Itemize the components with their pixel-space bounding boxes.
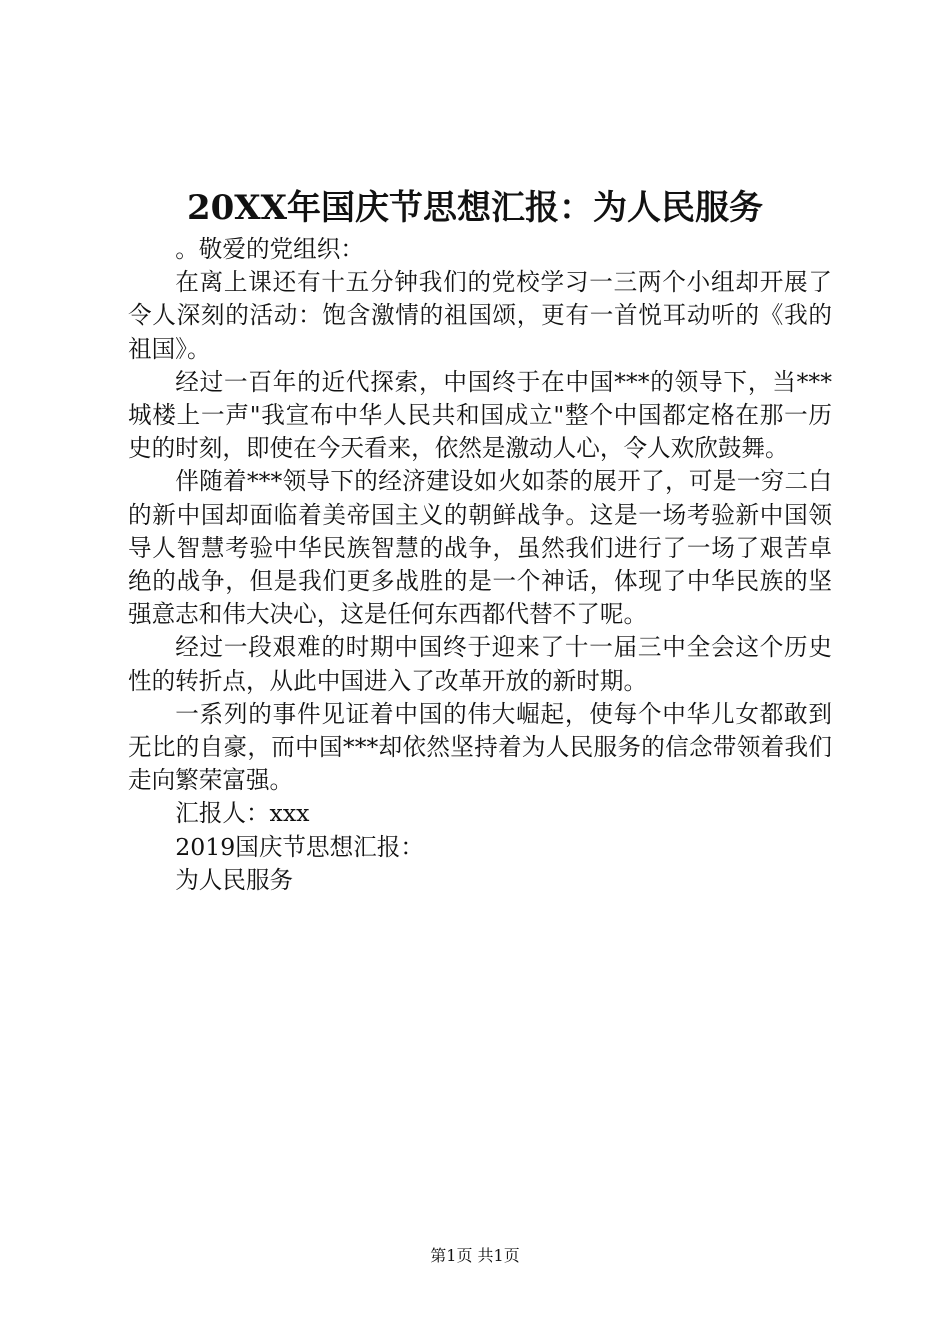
paragraph: 伴随着***领导下的经济建设如火如荼的展开了，可是一穷二白的新中国却面临着美帝国主义的朝鲜战争。这是一场考验新中国领导人智慧考验中华民族智慧的战争，虽然我们进行了一场了艰苦卓绝的战争，但是我们更多战胜的是一个神话，体现了中华民族的坚强意志和伟大决心，这是任何东西都代替不了呢。 bbox=[128, 467, 832, 629]
page-footer: 第1页 共1页 bbox=[430, 1246, 520, 1265]
closing-line: 2019国庆节思想汇报： bbox=[175, 832, 424, 861]
paragraph: 经过一段艰难的时期中国终于迎来了十一届三中全会这个历史性的转折点，从此中国进入了改革开放的新时期。 bbox=[128, 633, 832, 695]
paragraph: 一系列的事件见证着中国的伟大崛起，使每个中华儿女都敢到无比的自豪，而中国***却依然坚持着为人民服务的信念带领着我们走向繁荣富强。 bbox=[128, 699, 832, 795]
document-title: 20XX年国庆节思想汇报：为人民服务 bbox=[186, 188, 764, 228]
salutation: 。敬爱的党组织： bbox=[175, 235, 364, 263]
paragraph: 在离上课还有十五分钟我们的党校学习一三两个小组却开展了令人深刻的活动：饱含激情的祖国颂，更有一首悦耳动听的《我的祖国》。 bbox=[128, 268, 832, 363]
closing-line: 为人民服务 bbox=[175, 865, 294, 894]
reporter-line: 汇报人：xxx bbox=[175, 799, 310, 828]
paragraph: 经过一百年的近代探索，中国终于在中国***的领导下，当***城楼上一声"我宣布中华人民共和国成立"整个中国都定格在那一历史的时刻，即使在今天看来，依然是激动人心，令人欢欣鼓舞。 bbox=[128, 367, 832, 463]
document-body bbox=[128, 233, 832, 897]
